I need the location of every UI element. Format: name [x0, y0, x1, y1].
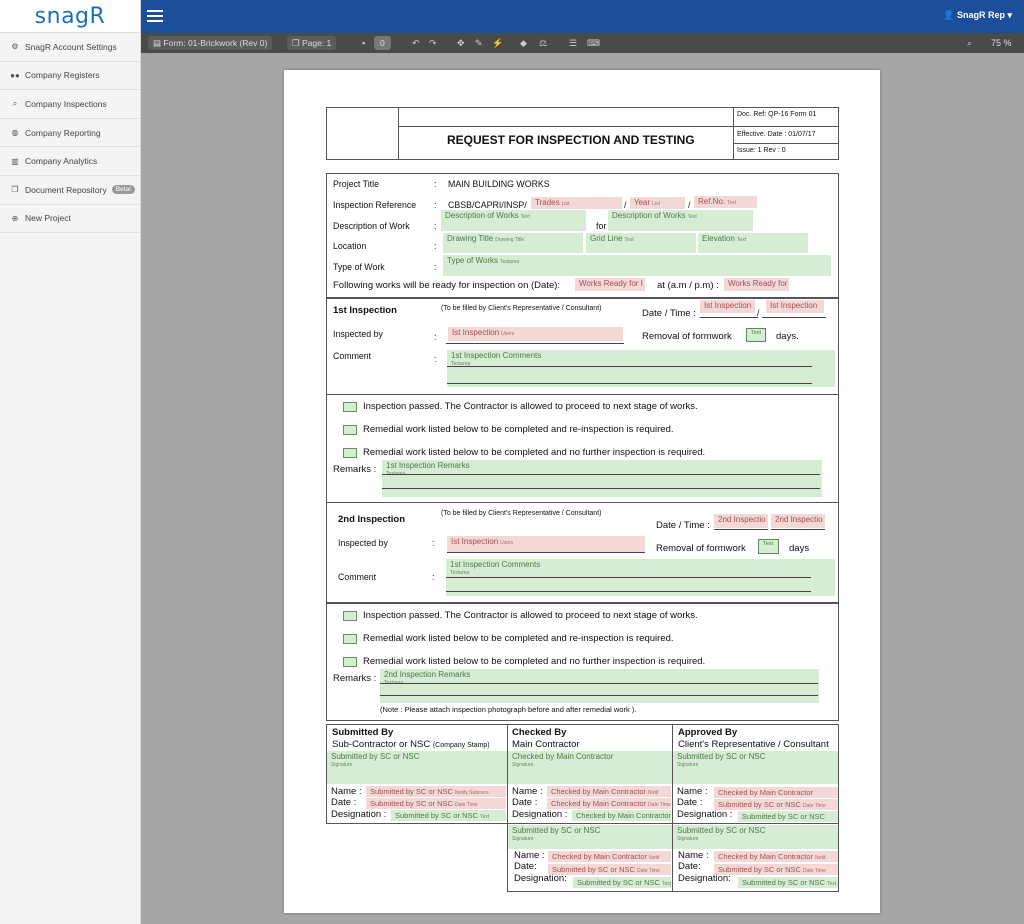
user-menu[interactable]: 👤 SnagR Rep ▾ — [943, 10, 1012, 20]
approved-designation-field[interactable]: Submitted by SC or NSC — [738, 811, 838, 822]
snagr-logo[interactable]: snagR — [0, 0, 140, 33]
issue-rev: Issue: 1 Rev : 0 — [737, 147, 786, 154]
plus-circle-icon: ⊕ — [11, 213, 19, 223]
form-selector[interactable]: ▤ Form: 01-Brickwork (Rev 0) — [148, 36, 272, 50]
checked-second-signature-field[interactable]: Submitted by SC or NSC Signature — [508, 825, 672, 849]
checked-name-field[interactable]: Checked by Main Contractor Notif — [547, 786, 671, 797]
first-inspected-by-field[interactable]: Ist Inspection Users — [448, 327, 623, 341]
sidebar-item-new-project[interactable]: ⊕ New Project — [0, 205, 140, 234]
submitted-date-field[interactable]: Submitted by SC or NSC Date Time — [366, 798, 506, 809]
page-selector[interactable]: ❐ Page: 1 — [287, 36, 336, 50]
save-icon[interactable]: ▪ — [362, 38, 366, 48]
sidebar-item-company-inspections[interactable]: ⌕ Company Inspections — [0, 90, 140, 119]
pages-icon: ❐ — [292, 38, 302, 48]
label-description: Description of Work — [333, 221, 410, 231]
type-of-works-field[interactable]: Type of Works Textarea — [443, 255, 831, 276]
first-remarks-field[interactable]: 1st Inspection Remarks Textarea — [382, 460, 822, 497]
bar-chart-icon: ▥ — [11, 156, 19, 166]
second-inspection-date-field[interactable]: 2nd Inspectio — [714, 514, 768, 528]
project-title-value: MAIN BUILDING WORKS — [448, 179, 550, 189]
submitted-sub-label: Sub-Contractor or NSC (Company Stamp) — [332, 739, 490, 750]
first-remedial-reinspect-checkbox[interactable] — [343, 425, 357, 435]
ref-no-field[interactable]: Ref.No. Text — [694, 196, 757, 208]
trades-field[interactable]: Trades List — [531, 197, 622, 209]
top-bar — [141, 0, 1024, 33]
checked-second-designation-field[interactable]: Submitted by SC or NSC Text — [573, 877, 671, 888]
label-inspection-ref: Inspection Reference — [333, 200, 417, 210]
doc-title: REQUEST FOR INSPECTION AND TESTING — [447, 133, 695, 147]
second-formwork-days-field[interactable]: Text — [758, 539, 779, 554]
approved-second-date-field[interactable]: Submitted by SC or NSC Date Time — [714, 864, 838, 875]
first-comment-field[interactable]: 1st Inspection Comments Textarea — [447, 350, 835, 387]
effective-date: Effective. Date : 01/07/17 — [737, 131, 816, 138]
search-icon: ⌕ — [12, 98, 18, 108]
beta-badge: Beta! — [112, 185, 135, 194]
checked-second-name-field[interactable]: Checked by Main Contractor Notif — [548, 851, 671, 862]
sidebar-item-company-reporting[interactable]: ◍ Company Reporting — [0, 119, 140, 148]
ready-time-field[interactable]: Works Ready for — [724, 278, 789, 291]
sidebar — [0, 0, 141, 924]
pencil-icon[interactable]: ✎ — [475, 38, 483, 48]
second-remarks-field[interactable]: 2nd Inspection Remarks Textarea — [380, 669, 819, 703]
first-inspection-title: 1st Inspection — [333, 305, 397, 316]
form-page: REQUEST FOR INSPECTION AND TESTING Doc. Ref: QP-16 Form 01 Effective. Date : 01/07/17 Issue: 1 Rev : 0 Project Title : MAIN BUILDING WORKS Inspection Reference : CBSB/CAPRI/INSP/ Trades List / Year List / Ref.No. Text Description of Work : Description of Works Text for Description of Works Text Location : Drawing Title Drawing Title Grid Line Text Elevation Text Type of Work : Type of Works Textarea Following works will be ready for inspection on (Date): Works Ready for I at (a.m / p.m) : Works Ready for 1st Inspection (To be filled by Client's Representative / Consultant) Date / Time : Ist Inspection / Ist Inspection Inspected by : Ist Inspection Users Removal of formwork Text days. Comment : 1st Inspection Comments Textarea Inspection passed. The Contractor is allowed to proceed to next stage of works. Remedial work listed below to be completed and re-inspection is required. Remedial work listed below to be completed and no further inspection is required. Remarks : 1st Inspection Remarks Textarea 2nd Inspection (To be filled by Client's Representative / Consultant) Date / Time : 2nd Inspectio 2nd Inspectio Inspected by : Ist Inspection Users Removal of formwork Text days Comment : 1st Inspection Comments Textarea Inspection passed. The Contractor is allowed to proceed to next stage of works. Remedial work listed below to be completed and re-inspection is required. Remedial work listed below to be completed and no further inspection is required. Remarks : 2nd Inspection Remarks Textarea (Note : Please attach inspection photograph before and after remedial work ). Submitted By Sub-Contractor or NSC (Company Stamp) Checked By Main Contractor Approved By Client's Representative / Consultant Submitted by SC or NSC Signature Name : Submitted by SC or NSC Notify Subcons Date : Submitted by SC or NSC Date Time Designation : Submitted by SC or NSC Text Checked by Main Contractor Signature Name : Checked by Main Contractor Notif Date : Checked by Main Contractor Date Time Designation : Checked by Main Contractor Submitted by SC or NSC Signature Name : Checked by Main Contractor Date : Submitted by SC or NSC Date Time Designation : Submitted by SC or NSC Submitted by SC or NSC Signature Name : Checked by Main Contractor Notif Date: Submitted by SC or NSC Date Time Designation: Submitted by SC or NSC Text Submitted by SC or NSC Signature Name : Checked by Main Contractor Notif Date: Submitted by SC or NSC Date Time Designation: Submitted by SC or NSC Text — [284, 70, 880, 913]
cogs-icon: ⚙ — [11, 42, 19, 52]
zoom-level[interactable]: 75 % — [991, 38, 1012, 48]
label-location: Location — [333, 241, 367, 251]
approved-date-field[interactable]: Submitted by SC or NSC Date Time — [714, 799, 838, 810]
first-formwork-days-field[interactable]: Text — [746, 328, 766, 342]
second-comment-field[interactable]: 1st Inspection Comments Textarea — [446, 559, 835, 596]
checked-signature-field[interactable]: Checked by Main Contractor Signature — [508, 751, 672, 784]
submitted-name-field[interactable]: Submitted by SC or NSC Notify Subcons — [366, 786, 506, 797]
first-inspection-time-field[interactable]: Ist Inspection — [766, 300, 824, 313]
zoom-icon[interactable]: ⌕ — [967, 38, 973, 48]
keyboard-icon[interactable]: ⌨ — [587, 38, 600, 48]
checked-date-field[interactable]: Checked by Main Contractor Date Time — [547, 798, 671, 809]
second-pass-checkbox[interactable] — [343, 611, 357, 621]
photo-note: (Note : Please attach inspection photograph before and after remedial work ). — [380, 705, 637, 714]
second-inspection-title: 2nd Inspection — [338, 514, 406, 525]
second-remedial-no-reinspect-checkbox[interactable] — [343, 657, 357, 667]
redo-icon[interactable]: ↷ — [429, 38, 437, 48]
approved-name-field[interactable]: Checked by Main Contractor — [714, 787, 838, 798]
approved-second-signature-field[interactable]: Submitted by SC or NSC Signature — [673, 825, 838, 849]
label-type-of-work: Type of Work — [333, 262, 385, 272]
ref-prefix: CBSB/CAPRI/INSP/ — [448, 200, 527, 210]
sidebar-item-company-registers[interactable]: ●● Company Registers — [0, 62, 140, 91]
second-inspected-by-field[interactable]: Ist Inspection Users — [447, 536, 645, 552]
sliders-icon[interactable]: ☰ — [569, 38, 578, 48]
first-inspection-date-field[interactable]: Ist Inspection — [700, 300, 755, 313]
approved-signature-field[interactable]: Submitted by SC or NSC Signature — [673, 751, 838, 784]
label-ready-date: Following works will be ready for inspection on (Date): — [333, 280, 561, 291]
second-remedial-reinspect-checkbox[interactable] — [343, 634, 357, 644]
balance-icon[interactable]: ⚖ — [539, 38, 548, 48]
label-project-title: Project Title — [333, 179, 379, 189]
cube-icon[interactable]: ◆ — [520, 38, 527, 48]
doc-ref: Doc. Ref: QP-16 Form 01 — [737, 111, 817, 118]
year-field[interactable]: Year List — [630, 197, 685, 209]
description-field-1[interactable]: Description of Works Text — [441, 210, 586, 231]
elevation-field[interactable]: Elevation Text — [698, 233, 808, 253]
submitted-signature-field[interactable]: Submitted by SC or NSC Signature — [327, 751, 507, 784]
file-icon: ▤ — [153, 38, 164, 48]
drawing-title-field[interactable]: Drawing Title Drawing Title — [443, 233, 583, 253]
users-icon: ●● — [10, 70, 20, 80]
description-field-2[interactable]: Description of Works Text — [608, 210, 753, 231]
move-icon[interactable]: ✥ — [457, 38, 465, 48]
form-toolbar — [141, 33, 1024, 53]
sidebar-item-company-analytics[interactable]: ▥ Company Analytics — [0, 147, 140, 176]
globe-icon: ◍ — [11, 128, 19, 138]
hamburger-menu-icon[interactable] — [147, 8, 163, 24]
user-icon: 👤 — [943, 10, 957, 20]
magic-wand-icon[interactable]: ⚡ — [492, 38, 504, 48]
undo-icon[interactable]: ↶ — [412, 38, 420, 48]
submitted-designation-field[interactable]: Submitted by SC or NSC Text — [391, 810, 506, 821]
label-ready-time: at (a.m / p.m) : — [657, 280, 719, 291]
second-inspection-time-field[interactable]: 2nd Inspectio — [771, 514, 825, 528]
approved-second-designation-field[interactable]: Submitted by SC or NSC Text — [738, 877, 838, 888]
sidebar-item-document-repository[interactable]: ❐ Document Repository Beta! — [0, 176, 140, 205]
first-remedial-no-reinspect-checkbox[interactable] — [343, 448, 357, 458]
sidebar-item-account-settings[interactable]: ⚙ SnagR Account Settings — [0, 33, 140, 62]
save-count-badge: 0 — [374, 36, 391, 50]
ready-date-field[interactable]: Works Ready for I — [575, 278, 645, 291]
grid-line-field[interactable]: Grid Line Text — [586, 233, 696, 253]
documents-icon: ❐ — [11, 185, 19, 195]
checked-designation-field[interactable]: Checked by Main Contractor — [572, 810, 671, 821]
approved-second-name-field[interactable]: Checked by Main Contractor Notif — [714, 851, 838, 862]
checked-second-date-field[interactable]: Submitted by SC or NSC Date Time — [548, 864, 671, 875]
first-pass-checkbox[interactable] — [343, 402, 357, 412]
